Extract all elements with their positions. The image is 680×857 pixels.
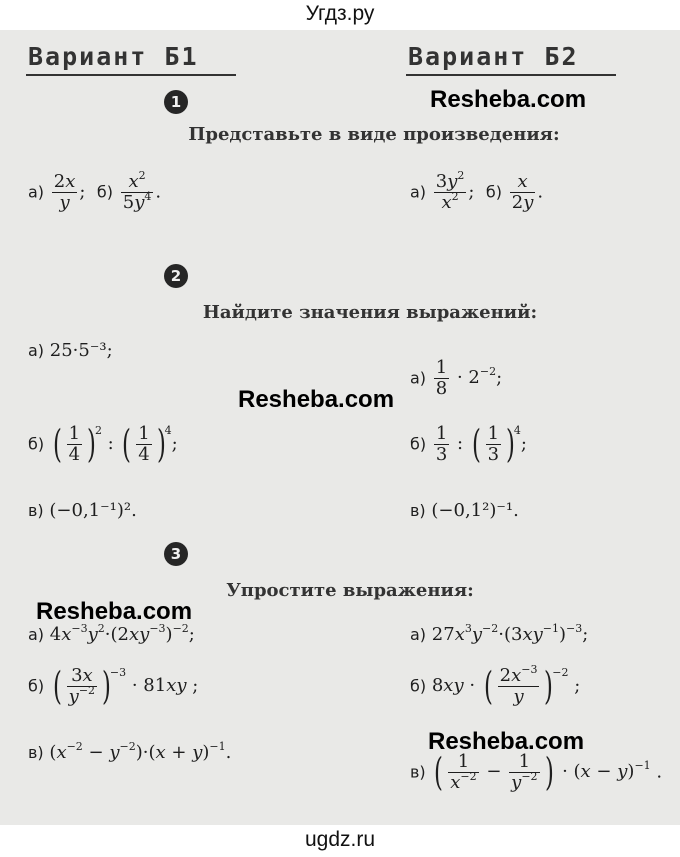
- item-label: а): [410, 368, 427, 388]
- math-formula: ( $\frac{3x}{y^{-2}}$ )−3 · 81xy: [52, 664, 187, 709]
- math-formula: (−0,1²)⁻¹.: [431, 500, 519, 521]
- variant-b1-underline: [26, 74, 236, 76]
- item-label: б): [410, 676, 427, 696]
- exercise-t2-v1-v: [28, 500, 137, 521]
- item-label: а): [28, 182, 45, 202]
- math-formula: 25·5⁻³;: [49, 340, 113, 361]
- math-formula: ( $\frac{1}{x^{-2}}$ − $\frac{1}{y^{-2}}$ ) · $(x - y)^{-1}$: [434, 750, 651, 795]
- exercise-t2-v1-b: б) ( $\frac{1}{4}$ )2 : ( $\frac{1}{4}$ )4;: [28, 422, 178, 467]
- math-formula: $\frac{3y^2}{x^2}$: [435, 169, 465, 213]
- item-label: б): [410, 434, 427, 454]
- math-formula: $\frac{x}{2y}$: [511, 171, 534, 213]
- exercise-t3-v1-a: а) $4x^{-3}y^2\cdot(2xy^{-3})^{-2}$;: [28, 622, 195, 645]
- math-formula: 8xy · ( $\frac{2x^{-3}}{y}$ )−2: [431, 663, 569, 709]
- math-formula: $\frac{1}{3}$ : ( $\frac{1}{3}$ )4: [435, 422, 521, 467]
- task-heading: Найдите значения выражений:: [202, 302, 538, 323]
- math-formula: $(x^{-2} - y^{-2})\cdot(x + y)^{-1}$: [49, 740, 226, 763]
- math-formula: ( $\frac{1}{4}$ )2 : ( $\frac{1}{4}$ )4: [52, 422, 172, 467]
- watermark: Resheba.com: [428, 728, 585, 755]
- task-heading: Упростите выражения:: [226, 580, 474, 601]
- watermark: Resheba.com: [36, 598, 193, 625]
- exercise-t3-v2-v: в) ( $\frac{1}{x^{-2}}$ − $\frac{1}{y^{-2}}$ ) · $(x - y)^{-1}$ .: [410, 750, 663, 795]
- task-number-badge: 2: [164, 264, 188, 288]
- variant-b2-heading: Вариант Б2: [408, 42, 579, 71]
- item-label: а): [28, 341, 45, 360]
- item-label: в): [410, 501, 426, 520]
- site-title-top: Угдз.ру: [305, 2, 375, 25]
- exercise-t3-v1-v: в) $(x^{-2} - y^{-2})\cdot(x + y)^{-1}$.: [28, 740, 232, 763]
- item-label: а): [410, 625, 427, 644]
- exercise-t1-v1: а) $\frac{2x}{y}$ ; б) $\frac{x^2}{5y^4}$ .: [28, 169, 162, 213]
- site-title-bottom: ugdz.ru: [304, 828, 376, 851]
- task-number-badge: 3: [164, 542, 188, 566]
- math-formula: $4x^{-3}y^2\cdot(2xy^{-3})^{-2}$: [49, 622, 189, 645]
- item-label: б): [28, 676, 45, 696]
- exercise-t3-v2-a: а) $27x^3y^{-2}\cdot(3xy^{-1})^{-3}$;: [410, 622, 589, 645]
- item-label: в): [28, 743, 44, 762]
- item-label: а): [410, 182, 427, 202]
- item-label: в): [28, 501, 44, 520]
- task-number-badge: 1: [164, 90, 188, 114]
- math-formula: (−0,1⁻¹)².: [49, 500, 137, 521]
- variant-b1-heading: Вариант Б1: [28, 42, 199, 71]
- exercise-t2-v1-a: [28, 340, 113, 361]
- math-formula: $27x^3y^{-2}\cdot(3xy^{-1})^{-3}$: [431, 622, 583, 645]
- math-formula: $\frac{x^2}{5y^4}$: [122, 169, 152, 213]
- item-label: б): [28, 434, 45, 454]
- math-formula: $\frac{1}{8}$ · $2^{-2}$: [435, 357, 497, 399]
- exercise-t2-v2-b: б) $\frac{1}{3}$ : ( $\frac{1}{3}$ )4;: [410, 422, 527, 467]
- math-formula: $\frac{2x}{y}$: [53, 171, 76, 213]
- item-label: а): [28, 625, 45, 644]
- exercise-t1-v2: а) $\frac{3y^2}{x^2}$ ; б) $\frac{x}{2y}$ .: [410, 169, 544, 213]
- task-heading: Представьте в виде произведения:: [188, 124, 560, 145]
- watermark: Resheba.com: [238, 386, 395, 413]
- item-label: б): [485, 182, 503, 202]
- watermark: Resheba.com: [430, 86, 587, 113]
- exercise-t2-v2-a: а) $\frac{1}{8}$ · $2^{-2}$;: [410, 357, 503, 399]
- exercise-t3-v2-b: б) 8xy · ( $\frac{2x^{-3}}{y}$ )−2 ;: [410, 663, 581, 709]
- exercise-t3-v1-b: б) ( $\frac{3x}{y^{-2}}$ )−3 · 81xy ;: [28, 664, 199, 709]
- variant-b2-underline: [406, 74, 616, 76]
- item-label: б): [96, 182, 114, 202]
- exercise-t2-v2-v: [410, 500, 519, 521]
- item-label: в): [410, 762, 426, 782]
